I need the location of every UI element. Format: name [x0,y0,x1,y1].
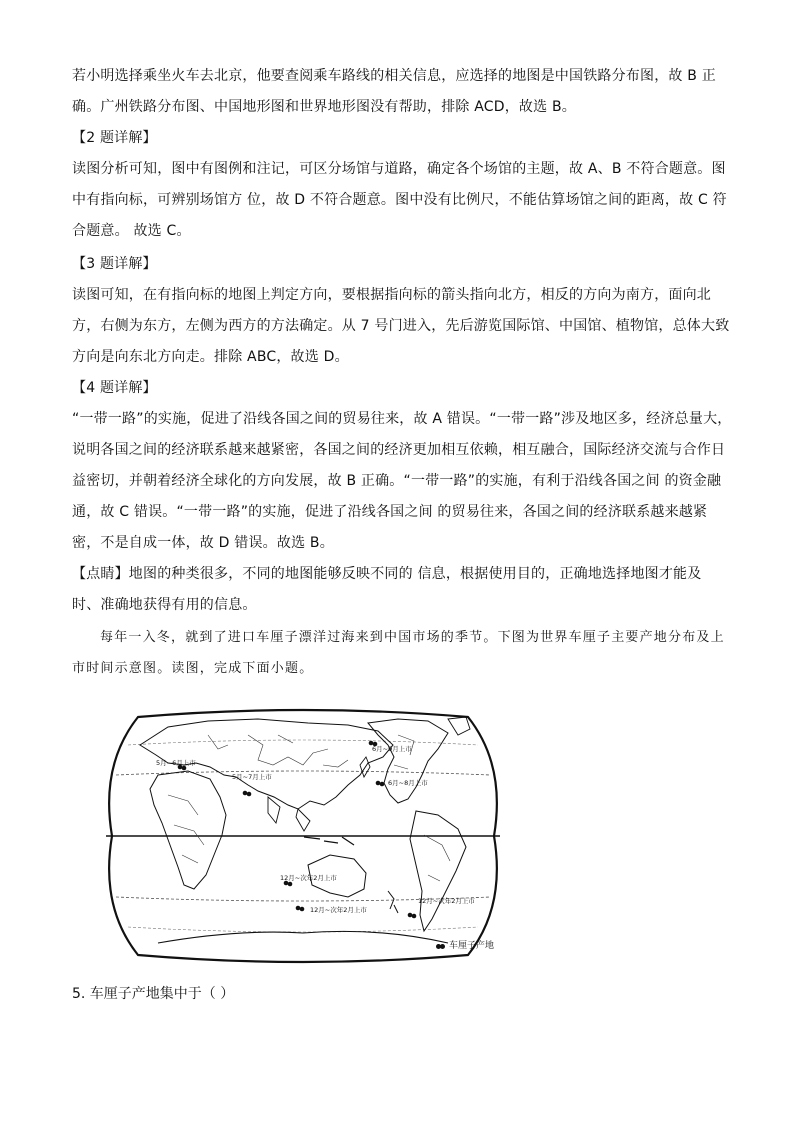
text-line: “一带一路”的实施，促进了沿线各国之间的贸易往来，故 A 错误。“一带一路”涉及地区多，经济总量大， [72,411,732,427]
map-label: 5月~6月上市 [156,759,196,767]
intro-line: 市时间示意图。读图，完成下面小题。 [72,661,314,676]
world-map [98,705,508,967]
text-line: 读图分析可知，图中有图例和注记，可区分场馆与道路，确定各个场馆的主题，故 A、B 不符合题意。图 [72,161,726,177]
text-line: 说明各国之间的经济联系越来越紧密，各国之间的经济更加相互依赖，相互融合，国际经济交流与合作日 [72,442,726,458]
text-line: 益密切，并朝着经济全球化的方向发展，故 B 正确。“一带一路”的实施，有利于沿线各国之间 的资金融 [72,473,722,489]
legend-label: 车厘子产地 [449,941,495,951]
section-heading: 【4 题详解】 [72,380,157,396]
text-line: 合题意。 故选 C。 [72,223,191,239]
intro-line: 每年一入冬，就到了进口车厘子漂洋过海来到中国市场的季节。下图为世界车厘子主要产地分布及上 [100,630,725,645]
text-line: 方，右侧为东方，左侧为西方的方法确定。从 7 号门进入，先后游览国际馆、中国馆、植物馆，总体大致 [72,318,730,334]
text-line: 通，故 C 错误。“一带一路”的实施，促进了沿线各国之间 的贸易往来，各国之间的经济联系越来越紧 [72,504,708,520]
map-label: 12月~次年2月上市 [310,906,367,914]
section-heading: 【3 题详解】 [72,256,157,272]
cherry-icon [436,941,446,949]
map-label: 5月~7月上市 [232,773,272,781]
map-label: 12月~次年2月上市 [280,874,337,882]
text-line: 确。广州铁路分布图、中国地形图和世界地形图没有帮助，排除 ACD，故选 B。 [72,99,576,115]
tip-line: 时、准确地获得有用的信息。 [72,597,257,613]
map-label: 6月~9月上市 [372,745,412,753]
section-heading: 【2 题详解】 [72,130,157,146]
text-line: 密，不是自成一体，故 D 错误。故选 B。 [72,535,334,551]
map-label: 6月~8月上市 [388,779,428,787]
text-line: 方向是向东北方向走。排除 ABC，故选 D。 [72,349,349,365]
question-5: 5. 车厘子产地集中于（ ） [72,986,235,1002]
tip-line: 【点睛】地图的种类很多，不同的地图能够反映不同的 信息，根据使用目的，正确地选择地图才能及 [72,566,702,582]
text-line: 读图可知，在有指向标的地图上判定方向，要根据指向标的箭头指向北方，相反的方向为南方，面向北 [72,287,711,303]
map-legend [436,938,494,951]
text-line: 若小明选择乘坐火车去北京，他要查阅乘车路线的相关信息，应选择的地图是中国铁路分布图，故 B 正 [72,68,716,84]
map-label: 12月~次年2月上市 [418,897,475,905]
text-line: 中有指向标，可辨别场馆方 位，故 D 不符合题意。图中没有比例尺，不能估算场馆之间的距离，故 C 符 [72,192,727,208]
